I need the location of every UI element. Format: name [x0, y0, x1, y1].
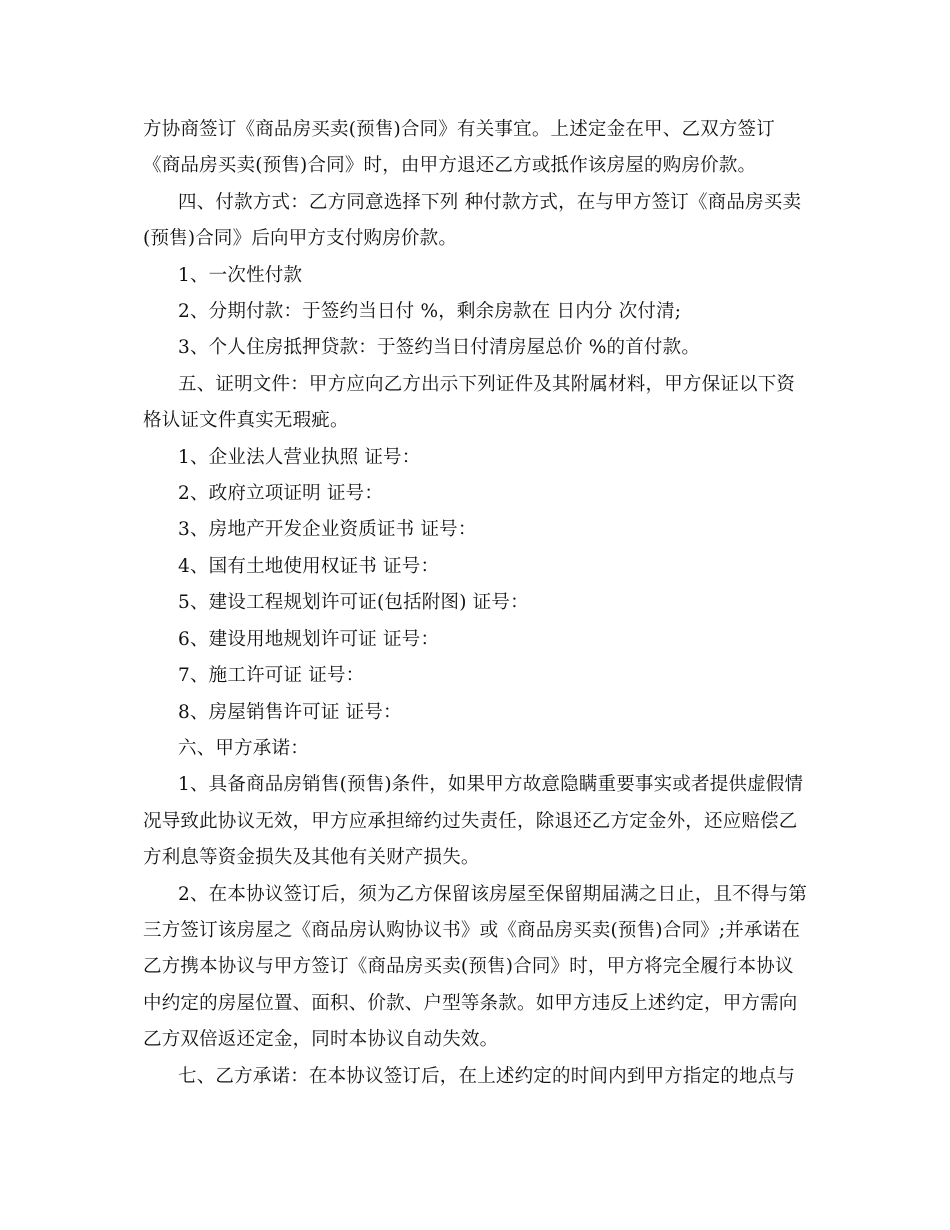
- text-line: 六、甲方承诺：: [178, 737, 309, 759]
- text-line: 乙方携本协议与甲方签订《商品房买卖(预售)合同》时，甲方将完全履行本协议: [143, 956, 794, 978]
- text-line: 格认证文件真实无瑕疵。: [143, 410, 349, 432]
- text-line: 三方签订该房屋之《商品房认购协议书》或《商品房买卖(预售)合同》;并承诺在: [143, 919, 801, 941]
- text-line: 2、政府立项证明 证号：: [178, 483, 384, 505]
- text-line: 7、施工许可证 证号：: [178, 665, 365, 687]
- text-line: 七、乙方承诺：在本协议签订后，在上述约定的时间内到甲方指定的地点与: [178, 1065, 796, 1087]
- text-line: 方协商签订《商品房买卖(预售)合同》有关事宜。上述定金在甲、乙双方签订: [143, 119, 775, 140]
- document-body: [143, 112, 808, 1095]
- text-line: 2、在本协议签订后，须为乙方保留该房屋至保留期届满之日止，且不得与第: [178, 883, 808, 905]
- text-line: 五、证明文件：甲方应向乙方出示下列证件及其附属材料，甲方保证以下资: [178, 373, 796, 395]
- text-line: 乙方双倍返还定金，同时本协议自动失效。: [143, 1029, 499, 1051]
- text-line: (预售)合同》后向甲方支付购房价款。: [143, 228, 458, 250]
- text-line: 1、具备商品房销售(预售)条件，如果甲方故意隐瞒重要事实或者提供虚假情: [178, 774, 804, 796]
- text-line: 5、建设工程规划许可证(包括附图) 证号：: [178, 592, 529, 614]
- text-line: 3、房地产开发企业资质证书 证号：: [178, 519, 477, 541]
- text-line: 况导致此协议无效，甲方应承担缔约过失责任，除退还乙方定金外，还应赔偿乙: [143, 810, 798, 832]
- text-line: 6、建设用地规划许可证 证号：: [178, 628, 440, 650]
- text-line: 3、个人住房抵押贷款：于签约当日付清房屋总价 %的首付款。: [178, 337, 701, 359]
- text-line: 1、企业法人营业执照 证号：: [178, 446, 421, 468]
- text-line: 方利息等资金损失及其他有关财产损失。: [143, 847, 480, 869]
- text-line: 4、国有土地使用权证书 证号：: [178, 555, 440, 577]
- text-line: 1、一次性付款: [178, 264, 303, 286]
- text-line: 中约定的房屋位置、面积、价款、户型等条款。如甲方违反上述约定，甲方需向: [143, 992, 798, 1014]
- text-line: 《商品房买卖(预售)合同》时，由甲方退还乙方或抵作该房屋的购房价款。: [143, 155, 757, 177]
- text-line: 2、分期付款：于签约当日付 %，剩余房款在 日内分 次付清;: [178, 301, 682, 323]
- text-line: 8、房屋销售许可证 证号：: [178, 701, 402, 723]
- text-line: 四、付款方式：乙方同意选择下列 种付款方式，在与甲方签订《商品房买卖: [178, 191, 802, 213]
